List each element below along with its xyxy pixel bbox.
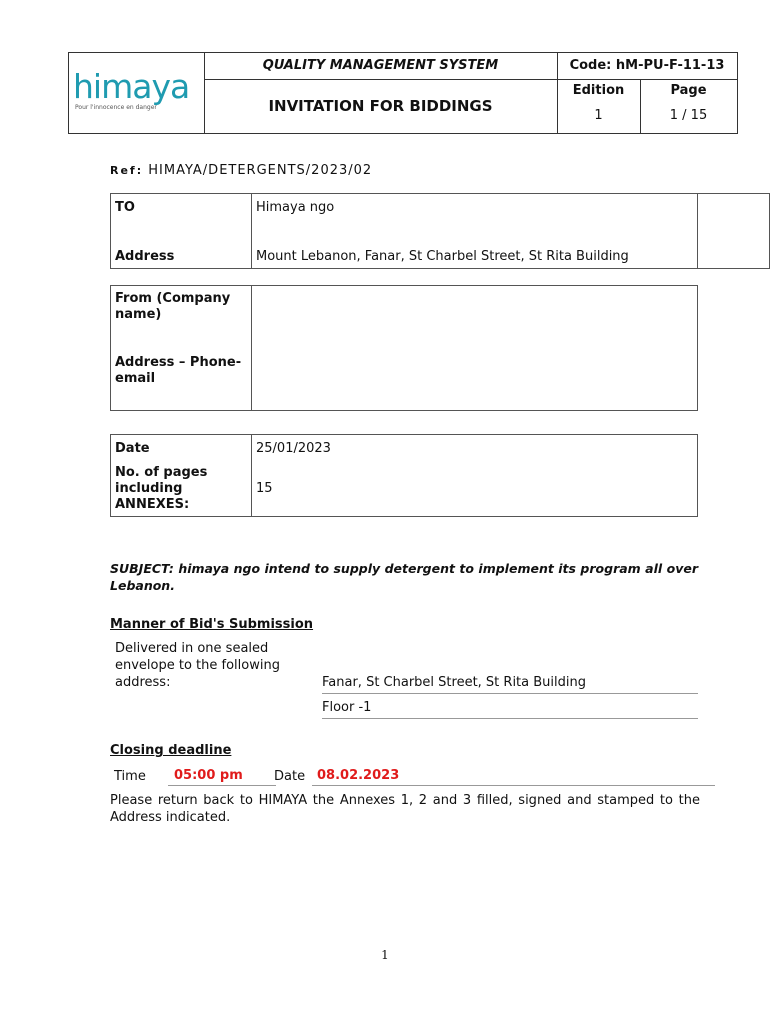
page-number: 1 [381, 948, 389, 962]
submission-address-line1: Fanar, St Charbel Street, St Rita Building [322, 674, 698, 694]
submission-text: Delivered in one sealed envelope to the following address: [115, 641, 280, 690]
pages-label: No. of pages including ANNEXES: [115, 465, 208, 512]
recipient-table [110, 193, 770, 269]
pages-value: 15 [256, 481, 273, 496]
address-label: Address [115, 249, 175, 264]
document-title: INVITATION FOR BIDDINGS [204, 79, 558, 133]
from-label: From (Company name) [115, 291, 231, 322]
logo-wordmark: himaya [73, 67, 190, 106]
to-value: Himaya ngo [256, 200, 335, 215]
deadline-heading: Closing deadline [110, 743, 232, 758]
ref-value: HIMAYA/DETERGENTS/2023/02 [148, 163, 373, 178]
subject-line: SUBJECT: himaya ngo intend to supply detergent to implement its program all over Lebanon. [110, 561, 698, 593]
logo-tagline: Pour l'innocence en danger [75, 104, 157, 111]
date-value: 25/01/2023 [256, 441, 331, 456]
page-value: 1 / 15 [669, 108, 708, 123]
submission-address-line2: Floor -1 [322, 699, 698, 719]
sender-table [110, 285, 698, 411]
date-table [110, 434, 698, 517]
document-code: Code: hM-PU-F-11-13 [557, 53, 737, 80]
deadline-date-value: 08.02.2023 [312, 768, 715, 786]
address-value: Mount Lebanon, Fanar, St Charbel Street, St Rita Building [256, 249, 629, 264]
ref-label: Ref: [110, 164, 144, 177]
reference-line [110, 163, 372, 178]
deadline-date-label: Date [274, 769, 306, 784]
edition-cell [557, 79, 641, 133]
deadline-time-label: Time [114, 769, 146, 784]
document-header [68, 52, 738, 134]
contact-label: Address – Phone-email [115, 355, 242, 386]
submission-heading: Manner of Bid's Submission [110, 617, 314, 632]
edition-value: 1 [594, 108, 603, 123]
page-label: Page [670, 83, 707, 98]
date-label: Date [115, 441, 150, 456]
return-instructions: Please return back to HIMAYA the Annexes 1, 2 and 3 filled, signed and stamped to the Address indicated. [110, 793, 700, 825]
page-cell [640, 79, 737, 133]
deadline-time-value: 05:00 pm [168, 768, 276, 786]
to-label: TO [115, 200, 135, 215]
edition-label: Edition [572, 83, 625, 98]
himaya-logo [73, 69, 201, 117]
qms-title: QUALITY MANAGEMENT SYSTEM [204, 53, 558, 80]
logo-cell [69, 53, 205, 133]
